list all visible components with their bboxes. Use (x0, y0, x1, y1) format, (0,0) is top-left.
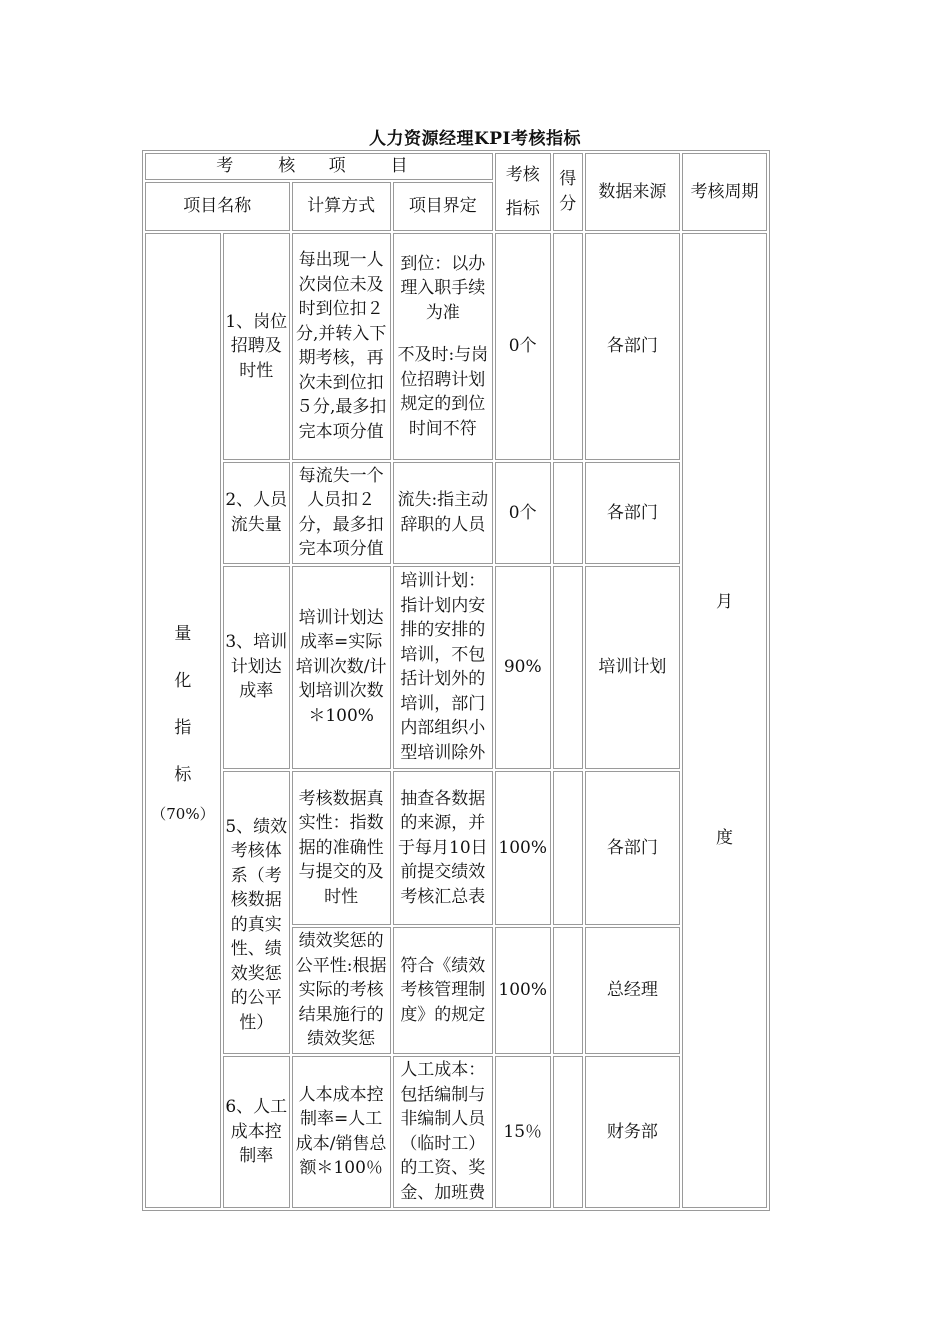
category-cell (145, 233, 221, 1208)
header-kpi: 考核 指标 (495, 153, 551, 231)
row-name: 5、绩效考核体系（考核数据的真实性、绩效奖惩的公平性） (223, 771, 290, 1054)
row-source: 各部门 (585, 233, 680, 460)
row-score (553, 566, 583, 769)
header-period: 考核周期 (682, 153, 767, 231)
row-calc: 每出现一人次岗位未及时到位扣２分,并转入下期考核，再次未到位扣５分,最多扣完本项分值 (292, 233, 391, 460)
row-define: 抽查各数据的来源，并于每月10日前提交绩效考核汇总表 (393, 771, 493, 925)
row-source: 财务部 (585, 1056, 680, 1208)
row-define: 到位：以办理入职手续为准 不及时:与岗位招聘计划规定的到位时间不符 (393, 233, 493, 460)
page-title: 人力资源经理KPI考核指标 (368, 129, 581, 149)
row-calc: 人本成本控制率=人工成本/销售总额＊100％ (292, 1056, 391, 1208)
header-item-name: 项目名称 (145, 182, 290, 231)
period-bottom: 度 (715, 828, 733, 849)
period-top: 月 (715, 592, 733, 613)
row-score (553, 1056, 583, 1208)
row-calc: 每流失一个人员扣２分，最多扣完本项分值 (292, 462, 391, 564)
row-calc: 考核数据真实性：指数据的准确性与提交的及时性 (292, 771, 391, 925)
header-calc: 计算方式 (292, 182, 391, 231)
row-name: 6、人工成本控制率 (223, 1056, 290, 1208)
row-score (553, 771, 583, 925)
row-source: 总经理 (585, 927, 680, 1053)
header-define: 项目界定 (393, 182, 493, 231)
row-define: 培训计划：指计划内安排的安排的培训，不包括计划外的培训，部门内部组织小型培训除外 (393, 566, 493, 769)
row-name: 2、人员流失量 (223, 462, 290, 564)
row-define: 流失:指主动辞职的人员 (393, 462, 493, 564)
category-char: 化 (174, 671, 192, 692)
period-cell (682, 233, 767, 1208)
row-kpi: 0个 (495, 462, 551, 564)
header-group: 考 核 项 目 (145, 153, 493, 180)
row-kpi: 0个 (495, 233, 551, 460)
row-score (553, 233, 583, 460)
row-kpi: 90% (495, 566, 551, 769)
row-calc: 培训计划达成率=实际培训次数/计划培训次数＊100% (292, 566, 391, 769)
kpi-table (142, 150, 770, 1211)
header-source: 数据来源 (585, 153, 680, 231)
row-name: 3、培训计划达成率 (223, 566, 290, 769)
row-source: 各部门 (585, 771, 680, 925)
category-char: 标 (174, 765, 192, 786)
category-percent: （70%） (151, 805, 215, 824)
row-score (553, 462, 583, 564)
category-char: 量 (174, 624, 192, 645)
row-define: 符合《绩效考核管理制度》的规定 (393, 927, 493, 1053)
row-kpi: 15％ (495, 1056, 551, 1208)
row-name: 1、岗位招聘及时性 (223, 233, 290, 460)
row-define: 人工成本：包括编制与非编制人员（临时工）的工资、奖金、加班费 (393, 1056, 493, 1208)
row-calc: 绩效奖惩的公平性:根据实际的考核结果施行的绩效奖惩 (292, 927, 391, 1053)
row-source: 各部门 (585, 462, 680, 564)
row-kpi: 100% (495, 927, 551, 1053)
row-kpi: 100% (495, 771, 551, 925)
header-score: 得分 (553, 153, 583, 231)
row-score (553, 927, 583, 1053)
row-source: 培训计划 (585, 566, 680, 769)
category-char: 指 (174, 718, 192, 739)
